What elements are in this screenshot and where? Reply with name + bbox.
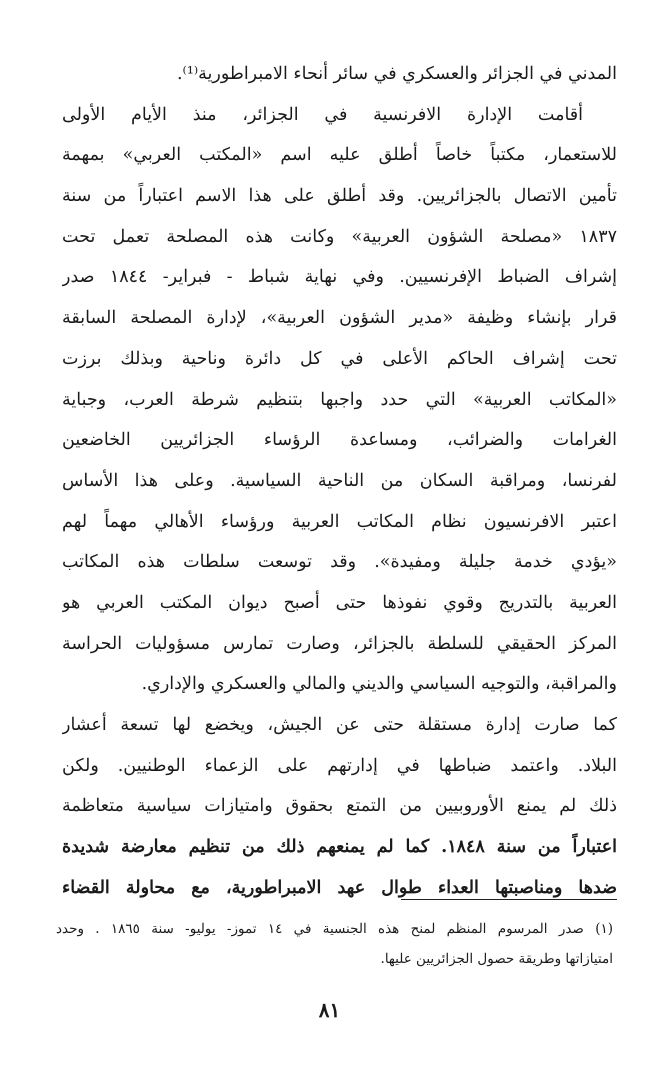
footnote-line: امتيازاتها وطريقة حصول الجزائريين عليها. bbox=[380, 951, 613, 967]
main-text-block bbox=[62, 54, 617, 908]
text-line: «المكاتب العربية» التي حدد واجبها بتنظيم شرطة العرب، وجباية bbox=[62, 389, 617, 410]
text-line: الغرامات والضرائب، ومساعدة الرؤساء الجزائريين الخاضعين bbox=[62, 430, 617, 451]
text-line: العربية بالتدريج وقوي نفوذها حتى أصبح ديوان المكتب العربي هو bbox=[62, 592, 617, 613]
text-line: المركز الحقيقي للسلطة بالجزائر، وصارت تمارس مسؤوليات الحراسة bbox=[62, 633, 617, 654]
text-line: قرار بإنشاء وظيفة «مدير الشؤون العربية»، لإدارة المصلحة السابقة bbox=[62, 308, 617, 329]
footnotes-block bbox=[56, 914, 613, 974]
text-line: ذلك لم يمنع الأوروبيين من التمتع بحقوق وامتيازات سياسية متعاظمة bbox=[62, 796, 617, 817]
text-line: والمراقبة، والتوجيه السياسي والديني والمالي والعسكري والإداري. bbox=[141, 674, 617, 695]
text-line: أقامت الإدارة الافرنسية في الجزائر، منذ الأيام الأولى bbox=[62, 104, 583, 125]
text-line: ١٨٣٧ «مصلحة الشؤون العربية» وكانت هذه المصلحة تعمل تحت bbox=[62, 226, 617, 247]
text-line: إشراف الضباط الإفرنسيين. وفي نهاية شباط - فبراير- ١٨٤٤ صدر bbox=[62, 267, 617, 288]
footnote-line: (١) صدر المرسوم المنظم لمنح هذه الجنسية في ١٤ تموز- يوليو- سنة ١٨٦٥ . وحدد bbox=[56, 921, 613, 937]
text-line: تحت إشراف الحاكم الأعلى في كل دائرة وناحية وبذلك برزت bbox=[62, 348, 617, 369]
footnote-separator bbox=[401, 899, 617, 900]
text-line: تأمين الاتصال بالجزائريين. وقد أطلق على هذا الاسم اعتباراً من سنة bbox=[62, 186, 617, 207]
text-line: اعتباراً من سنة ١٨٤٨. كما لم يمنعهم ذلك من تنظيم معارضة شديدة bbox=[62, 837, 617, 858]
text-line: ضدها ومناصبتها العداء طوال عهد الامبراطورية، مع محاولة القضاء bbox=[62, 877, 617, 898]
text-line: المدني في الجزائر والعسكري في سائر أنحاء الامبراطورية⁽¹⁾. bbox=[176, 64, 617, 84]
text-line: «يؤدي خدمة جليلة ومفيدة». وقد توسعت سلطات هذه المكاتب bbox=[62, 552, 617, 573]
text-line: البلاد. واعتمد ضباطها في إدارتهم على الزعماء الوطنيين. ولكن bbox=[62, 755, 617, 776]
text-line: للاستعمار، مكتباً خاصاً أطلق عليه اسم «المكتب العربي» بمهمة bbox=[62, 145, 617, 166]
text-line: اعتبر الافرنسيون نظام المكاتب العربية ورؤساء الأهالي مهماً لهم bbox=[62, 511, 617, 532]
text-line: كما صارت إدارة مستقلة حتى عن الجيش، ويخضع لها تسعة أعشار bbox=[62, 715, 617, 735]
text-line: لفرنسا، ومراقبة السكان من الناحية السياسية. وعلى هذا الأساس bbox=[62, 470, 617, 491]
page-number: ٨١ bbox=[318, 998, 341, 1022]
